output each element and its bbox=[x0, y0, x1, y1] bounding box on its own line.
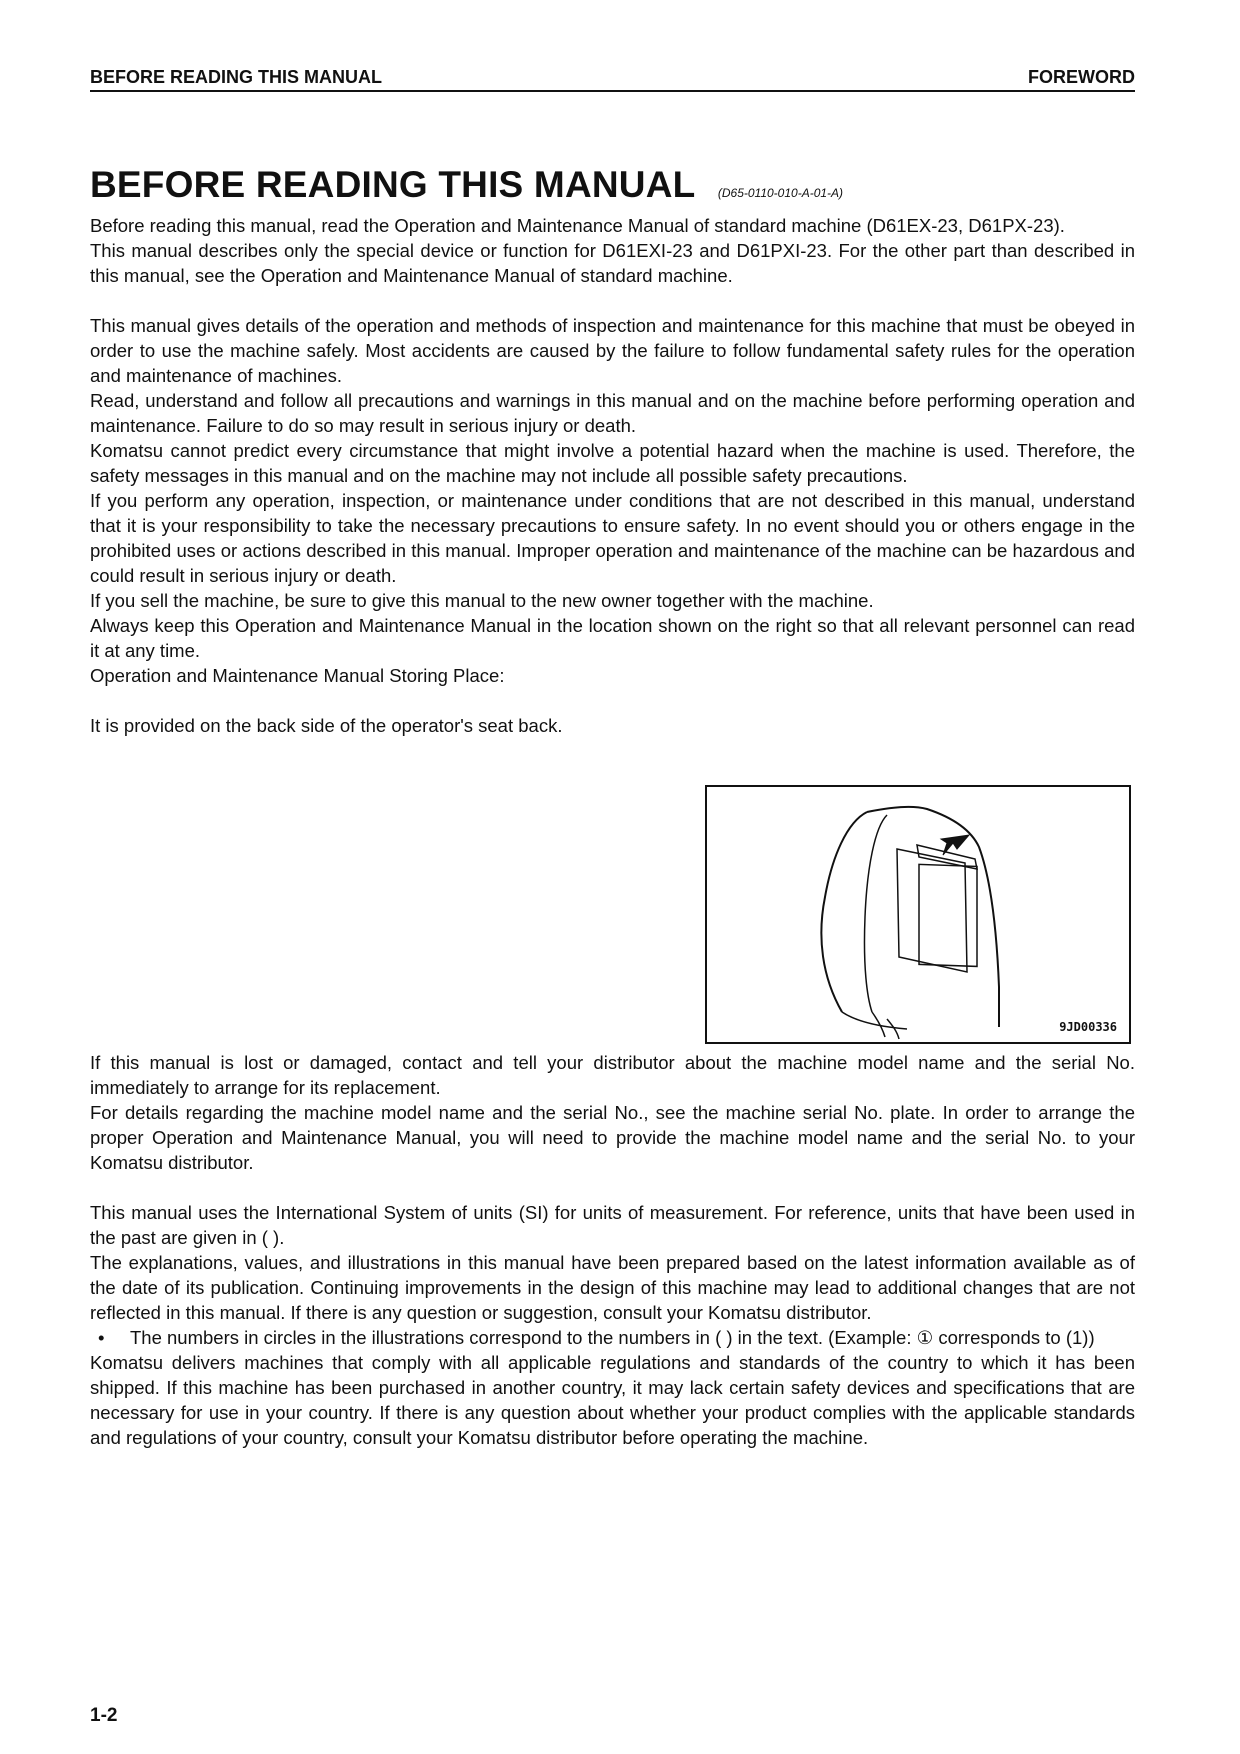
paragraph: This manual describes only the special device or function for D61EXI-23 and D61PXI-23. For the other part than described in this manual, see the Operation and Maintenance Manual of standard machine. bbox=[90, 240, 1135, 286]
bullet-icon: • bbox=[98, 1327, 105, 1348]
header-chapter-title: FOREWORD bbox=[1028, 67, 1135, 87]
bullet-item bbox=[90, 1325, 1135, 1350]
paragraph: Komatsu cannot predict every circumstance that might involve a potential hazard when the machine is used. Therefore, the safety messages in this manual and on the machine may not include all possible safety precautions. bbox=[90, 440, 1135, 486]
page-title: BEFORE READING THIS MANUAL bbox=[90, 164, 696, 205]
paragraph: Komatsu delivers machines that comply with all applicable regulations and standards of the country to which it has been shipped. If this machine has been purchased in another country, it may lack certain safety devices and specifications that are necessary for use in your country. If there is any question about whether your product complies with the applicable standards and regulations of your country, consult your Komatsu distributor before operating the machine. bbox=[90, 1352, 1135, 1448]
paragraph: This manual uses the International System of units (SI) for units of measurement. For reference, units that have been used in the past are given in ( ). bbox=[90, 1202, 1135, 1248]
seat-back-illustration bbox=[705, 785, 1131, 1044]
header-section-title: BEFORE READING THIS MANUAL bbox=[90, 67, 382, 87]
page-header bbox=[90, 66, 1135, 92]
paragraph: Read, understand and follow all precautions and warnings in this manual and on the machine before performing operation and maintenance. Failure to do so may result in serious injury or death. bbox=[90, 390, 1135, 436]
document-code: (D65-0110-010-A-01-A) bbox=[717, 186, 844, 200]
paragraph: Always keep this Operation and Maintenance Manual in the location shown on the right so that all relevant personnel can read it at any time. bbox=[90, 615, 1135, 661]
paragraph: If you sell the machine, be sure to give this manual to the new owner together with the machine. bbox=[90, 590, 874, 611]
paragraph: If this manual is lost or damaged, contact and tell your distributor about the machine model name and the serial No. immediately to arrange for its replacement. bbox=[90, 1052, 1135, 1098]
intro-section bbox=[90, 213, 1135, 738]
replacement-section bbox=[90, 1050, 1135, 1450]
paragraph: For details regarding the machine model name and the serial No., see the machine serial No. plate. In order to arrange the proper Operation and Maintenance Manual, you will need to provide the machine model name and the serial No. to your Komatsu distributor. bbox=[90, 1102, 1135, 1173]
paragraph: If you perform any operation, inspection, or maintenance under conditions that are not described in this manual, understand that it is your responsibility to take the necessary precautions to ensure safety. In no event should you or others engage in the prohibited uses or actions described in this manual. Improper operation and maintenance of the machine can be hazardous and could result in serious injury or death. bbox=[90, 490, 1135, 586]
bullet-text: The numbers in circles in the illustrations correspond to the numbers in ( ) in the text. (Example: ① corresponds to (1)) bbox=[130, 1327, 1095, 1348]
paragraph: The explanations, values, and illustrations in this manual have been prepared based on the latest information available as of the date of its publication. Continuing improvements in the design of this machine may lead to additional changes that are not reflected in this manual. If there is any question or suggestion, consult your Komatsu distributor. bbox=[90, 1252, 1135, 1323]
figure-id: 9JD00336 bbox=[1059, 1020, 1117, 1034]
paragraph: Before reading this manual, read the Operation and Maintenance Manual of standard machine (D61EX-23, D61PX-23). bbox=[90, 215, 1065, 236]
seat-back-drawing bbox=[707, 787, 1129, 1042]
page-number: 1-2 bbox=[90, 1705, 118, 1726]
title-row bbox=[90, 164, 1135, 206]
storing-place-text: It is provided on the back side of the operator's seat back. bbox=[90, 715, 563, 736]
paragraph: Operation and Maintenance Manual Storing Place: bbox=[90, 665, 505, 686]
paragraph: This manual gives details of the operation and methods of inspection and maintenance for this machine that must be obeyed in order to use the machine safely. Most accidents are caused by the failure to follow fundamental safety rules for the operation and maintenance of machines. bbox=[90, 315, 1135, 386]
